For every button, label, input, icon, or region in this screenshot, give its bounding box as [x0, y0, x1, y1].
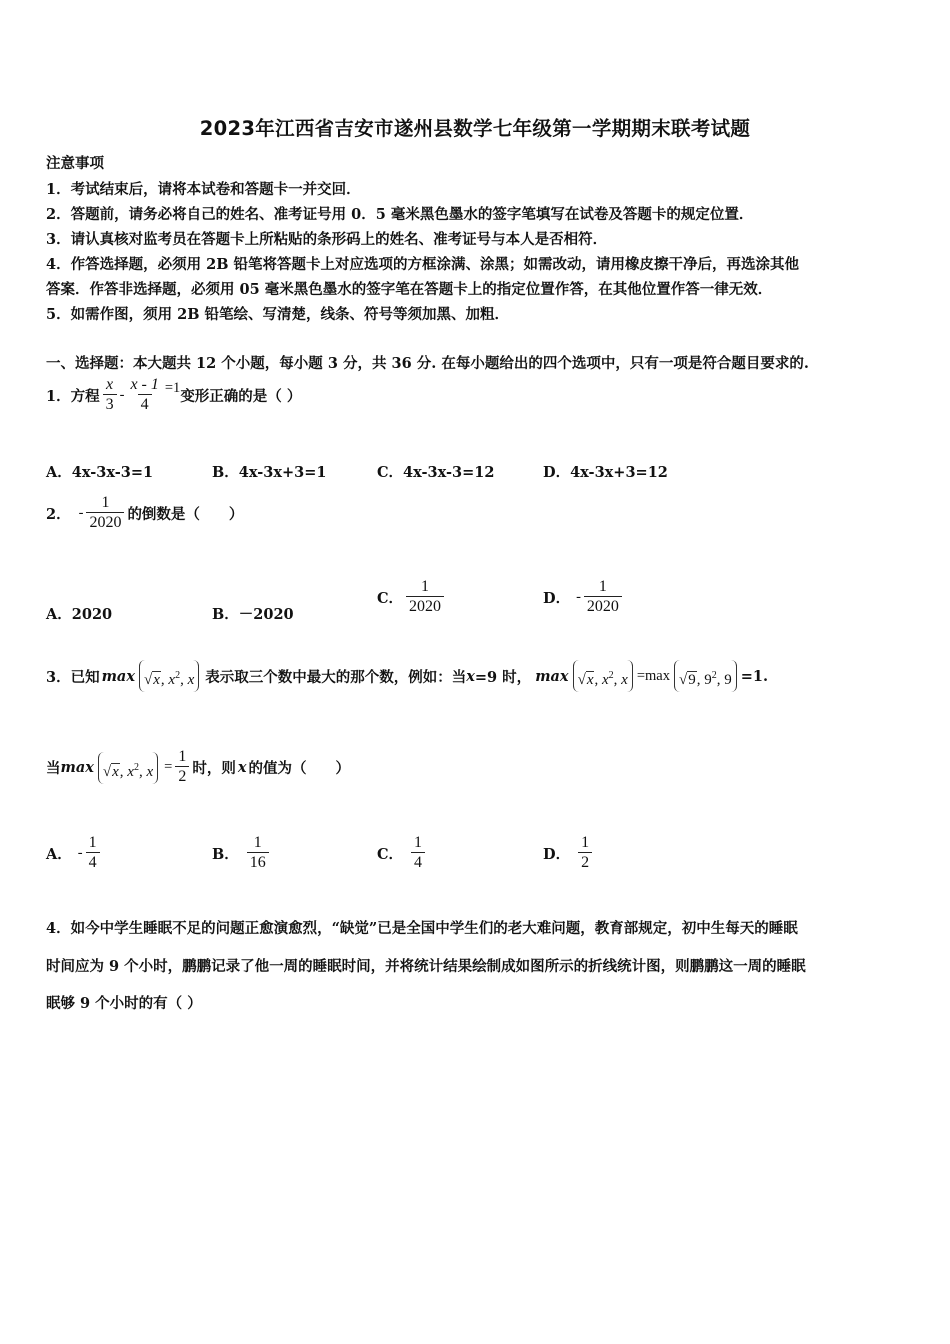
q3-line2-x: x — [237, 759, 247, 776]
q1-equals: =1 — [164, 380, 181, 396]
q2-d-fraction: $\frac{1}{2020}$ — [584, 578, 622, 617]
notice-item: 5．如需作图，须用 2B 铅笔绘、写清楚，线条、符号等须加黑、加粗． — [46, 306, 510, 323]
q3-line2-set: √x, $x^2$, x — [98, 752, 158, 784]
question-3-line-2: 当 max √x, $x^2$, x = $\frac{1}{2}$ 时，则 x 的值为（ ） — [46, 748, 350, 785]
notice-item: 答案．作答非选择题，必须用 05 毫米黑色墨水的签字笔在答题卡上的指定位置作答，在其他位置作答一律无效． — [46, 281, 773, 298]
q1-f2-denominator: 4 — [138, 394, 152, 415]
q3-option-b[interactable]: B． $\frac{1}{16}$ — [212, 834, 272, 873]
question-1 — [46, 376, 301, 415]
q3-option-c[interactable]: C． $\frac{1}{4}$ — [377, 834, 428, 873]
notice-item: 4．作答选择题，必须用 2B 铅笔将答题卡上对应选项的方框涂满、涂黑；如需改动，请用橡皮擦干净后，再选涂其他 — [46, 256, 800, 273]
q3-line2-suffix: 时，则 — [192, 760, 236, 777]
page-title: 2023年江西省吉安市遂州县数学七年级第一学期期末联考试题 — [199, 117, 751, 140]
question-3 — [46, 660, 768, 692]
q3-mid: 表示取三个数中最大的那个数，例如：当 — [205, 668, 467, 686]
q3-line2-max: max — [60, 759, 94, 776]
q1-fraction-x-3 — [103, 376, 117, 415]
q2-neg: - — [78, 505, 84, 521]
q3-line2-prefix: 当 — [46, 760, 61, 777]
q3-eq-max: =max — [636, 667, 670, 684]
q1-option-b[interactable]: B．4x-3x+3=1 — [212, 464, 327, 481]
q2-option-a[interactable]: A．2020 — [46, 606, 113, 623]
q2-suffix: 的倒数是（ ） — [127, 506, 244, 523]
q1-option-d[interactable]: D．4x-3x+3=12 — [543, 464, 668, 481]
q3-max2: max — [535, 667, 569, 685]
q1-f1-numerator: x — [106, 376, 114, 393]
q1-f1-denominator: 3 — [103, 394, 117, 415]
q3-set-example: √x, $x^2$, x — [573, 660, 633, 692]
q2-c-fraction: $\frac{1}{2020}$ — [406, 578, 444, 617]
q3-max: max — [101, 667, 135, 685]
q2-prefix: 2． — [46, 506, 71, 523]
question-2 — [46, 494, 243, 533]
q3-option-a[interactable]: A． - $\frac{1}{4}$ — [46, 834, 103, 873]
q2-option-b[interactable]: B．－2020 — [212, 606, 294, 623]
q3-set-values: √9, $9^2$, 9 — [674, 660, 737, 692]
q3-set: √x, $x^2$, x — [139, 660, 199, 692]
q3-x: x — [466, 667, 475, 685]
q2-numerator: 1 — [101, 494, 110, 511]
q2-fraction — [86, 494, 124, 533]
section-heading: 一、选择题：本大题共 12 个小题，每小题 3 分，共 36 分. 在每小题给出的四个选项中，只有一项是符合题目要求的. — [46, 355, 809, 372]
notice-heading: 注意事项 — [46, 155, 104, 172]
q1-fraction-x1-4 — [127, 376, 161, 415]
question-4-line: 时间应为 9 个小时，鹏鹏记录了他一周的睡眠时间，并将统计结果绘制成如图所示的折线统计图，则鹏鹏这一周的睡眠 — [46, 958, 806, 975]
q3-eq9: =9 时， — [474, 668, 532, 686]
q1-option-c[interactable]: C．4x-3x-3=12 — [377, 464, 495, 481]
notice-item: 3．请认真核对监考员在答题卡上所粘贴的条形码上的姓名、准考证号与本人是否相符． — [46, 231, 608, 248]
q3-result: =1. — [740, 667, 769, 685]
notice-item: 1．考试结束后，请将本试卷和答题卡一并交回． — [46, 181, 361, 198]
notice-item: 2．答题前，请务必将自己的姓名、准考证号用 0．5 毫米黑色墨水的签字笔填写在试卷及答题卡的规定位置． — [46, 206, 754, 223]
q3-half-fraction: $\frac{1}{2}$ — [175, 748, 189, 787]
q2-option-c[interactable]: C． $\frac{1}{2020}$ — [377, 578, 447, 617]
question-4-line: 4．如今中学生睡眠不足的问题正愈演愈烈，“缺觉”已是全国中学生们的老大难问题，教育部规定，初中生每天的睡眠 — [46, 920, 798, 937]
q2-denominator: 2020 — [86, 512, 124, 533]
q1-f2-numerator: x - 1 — [130, 376, 159, 393]
q1-prefix: 1．方程 — [46, 388, 100, 405]
q1-option-a[interactable]: A．4x-3x-3=1 — [46, 464, 154, 481]
q3-prefix: 3．已知 — [46, 668, 100, 686]
q3-line2-tail: 的值为（ ） — [248, 760, 350, 777]
q2-option-d[interactable]: D． - $\frac{1}{2020}$ — [543, 578, 625, 617]
q1-suffix: 变形正确的是（ ） — [180, 388, 302, 405]
q3-option-d[interactable]: D． $\frac{1}{2}$ — [543, 834, 595, 873]
question-4-line: 眠够 9 个小时的有（ ） — [46, 995, 202, 1012]
q1-minus: - — [119, 387, 125, 403]
